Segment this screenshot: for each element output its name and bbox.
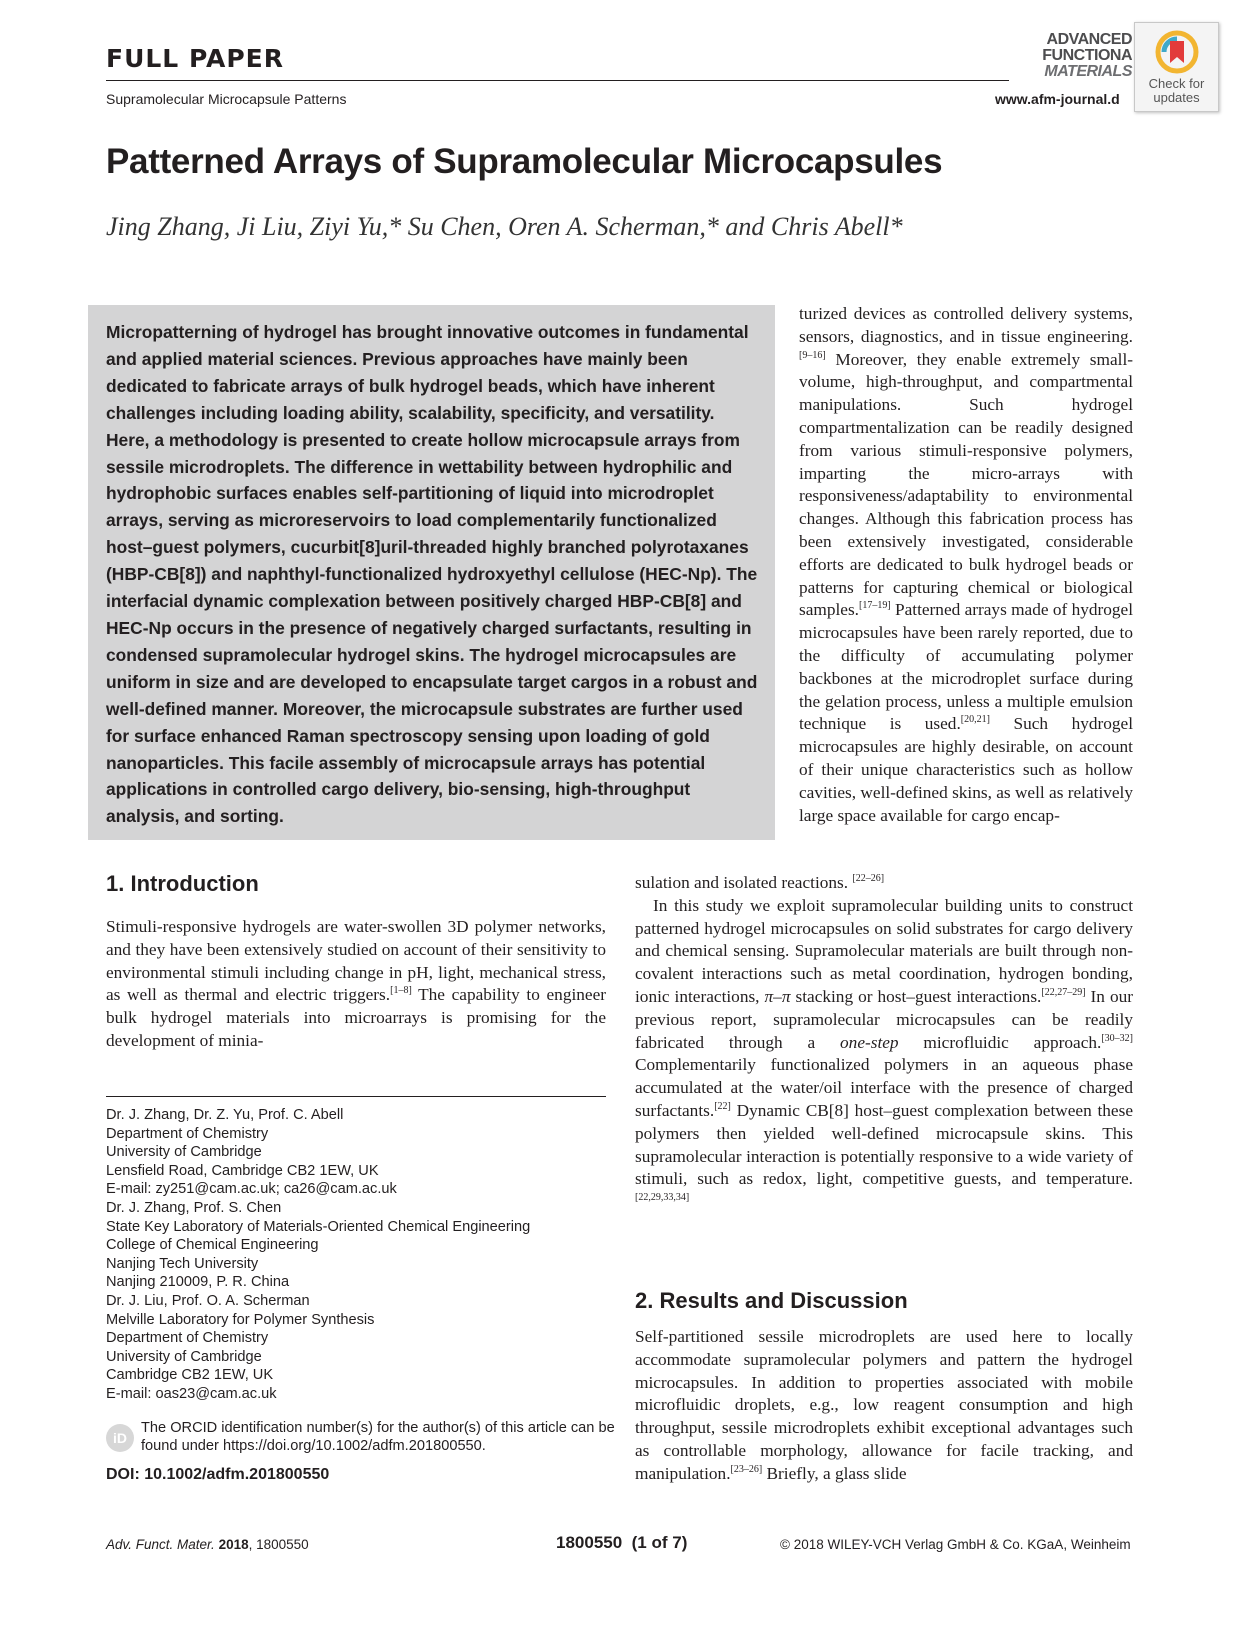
affiliation-line: Department of Chemistry	[106, 1330, 269, 1347]
text-run: Moreover, they enable extremely small-volume, high-throughput, and compartmental manipulations. Such hydrogel compartmentalization can be readily designed from various stimuli-responsive polymers, imparting the micro-arrays with responsiveness/adaptability to environmental changes. Although this fabrication process has been extensively investigated, considerable efforts are dedicated to bulk hydrogel beads or patterns for capturing chemical or biological samples.	[799, 349, 1133, 620]
affiliations	[106, 1106, 626, 1404]
check-for-updates-badge[interactable]	[1134, 22, 1219, 112]
citation[interactable]: [22–26]	[852, 873, 885, 885]
journal-logo	[1010, 32, 1132, 80]
footer-year: 2018	[218, 1537, 249, 1552]
doi[interactable]: DOI: 10.1002/adfm.201800550	[106, 1466, 330, 1483]
text-run: π–π	[764, 986, 791, 1006]
text-run: In this study we exploit supramolecular building units to construct patterned hydrogel microcapsules on solid substrates for cargo delivery and chemical sensing. Supramolecular materials are built through non-covalent interactions such as metal coordination, hydrogen bonding, ionic interactions,	[635, 895, 1133, 1006]
affiliation-block	[106, 1106, 626, 1199]
affiliation-line: Nanjing 210009, P. R. China	[106, 1274, 290, 1291]
text-run: Self-partitioned sessile microdroplets are used here to locally accommodate supramolecular polymers and pattern the hydrogel microcapsules. In addition to properties associated with mobile microfluidic droplets, e.g., low reagent consumption and high throughput, sessile microdroplets exhibit exceptional advantages such as controllable morphology, allowance for facile tracking, and manipulation.	[635, 1327, 1133, 1483]
text-run: one-step	[840, 1032, 899, 1052]
text-run: Dynamic CB[8] host–guest complexation between these polymers then yielded well-defined microcapsule skins. This supramolecular interaction is potentially responsive to a wide variety of stimuli, such as redox, light, competitive guests, and temperature.	[635, 1100, 1133, 1189]
section-heading-introduction: 1. Introduction	[106, 871, 259, 896]
bookmark-ring-icon	[1154, 29, 1200, 75]
affiliation-line: Lensfield Road, Cambridge CB2 1EW, UK	[106, 1162, 379, 1179]
text-run: Patterned arrays made of hydrogel microcapsules have been rarely reported, due to the difficulty of accumulating polymer backbones at the microdroplet surface during the gelation process, unless a multiple emulsion technique is used.	[799, 600, 1133, 734]
text-run: stacking or host–guest interactions.	[790, 986, 1042, 1006]
affiliation-line: State Key Laboratory of Materials-Oriented Chemical Engineering	[106, 1218, 531, 1235]
paragraph	[635, 895, 1133, 1214]
affiliation-line: Department of Chemistry	[106, 1125, 269, 1142]
text-run: Such hydrogel microcapsules are highly desirable, on account of their unique characteristics such as hollow cavities, well-defined skins, as well as relatively large space available for cargo encap-	[799, 714, 1133, 825]
citation[interactable]: [17–19]	[859, 600, 891, 612]
footer-journal: Adv. Funct. Mater.	[106, 1537, 215, 1552]
article-type: FULL PAPER	[106, 44, 284, 73]
right-column-top	[799, 303, 1133, 827]
affiliation-line: Dr. J. Liu, Prof. O. A. Scherman	[106, 1292, 310, 1309]
affiliation-rule	[106, 1096, 606, 1097]
text-run: The capability to engineer bulk hydrogel materials into microarrays is promising for the development of minia-	[106, 985, 606, 1050]
affiliation-line: Melville Laboratory for Polymer Synthesis	[106, 1311, 375, 1328]
orcid-note[interactable]: The ORCID identification number(s) for the author(s) of this article can be found under https://doi.org/10.1002/adfm.201800550.	[141, 1420, 615, 1455]
logo-line-2: FUNCTIONA	[1042, 47, 1132, 64]
header-rule	[106, 80, 1009, 81]
introduction-paragraph	[106, 916, 606, 1053]
text-run: In our previous report, supramolecular microcapsules can be readily fabricated through a	[635, 986, 1133, 1052]
check-for-updates-label: Check for updates	[1148, 76, 1205, 105]
abstract-text: Micropatterning of hydrogel has brought innovative outcomes in fundamental and applied material sciences. Previous approaches have mainly been dedicated to fabricate arrays of bulk hydrogel beads, which have inherent challenges including loading ability, scalability, specificity, and versatility. Here, a methodology is presented to create hollow microcapsule arrays from sessile microdroplets. The difference in wettability between hydrophilic and hydrophobic surfaces enables self-partitioning of liquid into microdroplet arrays, serving as microreservoirs to load complementarily functionalized host–guest polymers, cucurbit[8]uril-threaded highly branched polyrotaxanes (HBP-CB[8]) and naphthyl-functionalized hydroxyethyl cellulose (HEC-Np). The interfacial dynamic complexation between positively charged HBP-CB[8] and HEC-Np occurs in the presence of negatively charged surfactants, resulting in condensed supramolecular hydrogel skins. The hydrogel microcapsules are uniform in size and are developed to encapsulate target cargos in a robust and well-defined manner. Moreover, the microcapsule substrates are further used for surface enhanced Raman spectroscopy sensing upon loading of gold nanoparticles. This facile assembly of microcapsule arrays has potential applications in controlled cargo delivery, bio-sensing, high-throughput analysis, and sorting.	[106, 322, 758, 827]
citation[interactable]: [9–16]	[799, 349, 826, 361]
citation[interactable]: [22]	[714, 1101, 731, 1113]
affiliation-line: Dr. J. Zhang, Dr. Z. Yu, Prof. C. Abell	[106, 1107, 344, 1123]
author-list: Jing Zhang, Ji Liu, Ziyi Yu,* Su Chen, Oren A. Scherman,* and Chris Abell*	[106, 212, 903, 241]
citation[interactable]: [20,21]	[960, 714, 990, 726]
text-run: Briefly, a glass slide	[762, 1463, 907, 1483]
journal-url[interactable]: www.afm-journal.d	[995, 91, 1120, 107]
section-heading-results: 2. Results and Discussion	[635, 1288, 908, 1313]
citation[interactable]: [30–32]	[1101, 1032, 1133, 1044]
footer-citation	[106, 1537, 309, 1552]
copyright: © 2018 WILEY-VCH Verlag GmbH & Co. KGaA, Weinheim	[780, 1537, 1131, 1552]
affiliation-line: Dr. J. Zhang, Prof. S. Chen	[106, 1199, 282, 1216]
logo-line-3: MATERIALS	[1044, 63, 1132, 80]
text-run: microfluidic approach.	[898, 1032, 1102, 1052]
affiliation-line: College of Chemical Engineering	[106, 1237, 319, 1254]
paper-title: Patterned Arrays of Supramolecular Microcapsules	[106, 142, 943, 181]
affiliation-block	[106, 1199, 626, 1292]
results-paragraph	[635, 1326, 1133, 1486]
affiliation-line: University of Cambridge	[106, 1144, 262, 1161]
affiliation-email[interactable]: E-mail: zy251@cam.ac.uk; ca26@cam.ac.uk	[106, 1181, 397, 1198]
footer-article-number: , 1800550	[248, 1537, 309, 1552]
affiliation-line: Nanjing Tech University	[106, 1255, 259, 1272]
page-number: 1800550 (1 of 7)	[556, 1533, 688, 1552]
right-column-main	[635, 872, 1133, 1214]
affiliation-email[interactable]: E-mail: oas23@cam.ac.uk	[106, 1385, 277, 1402]
text-run: sulation and isolated reactions.	[635, 873, 853, 892]
affiliation-line: University of Cambridge	[106, 1348, 262, 1365]
continued-line	[635, 872, 1133, 895]
orcid-icon: iD	[106, 1424, 134, 1452]
affiliation-line: Cambridge CB2 1EW, UK	[106, 1367, 274, 1384]
text-run: Complementarily functionalized polymers in an aqueous phase accumulated at the water/oil interface with the presence of charged surfactants.	[635, 1055, 1133, 1120]
logo-line-1: ADVANCED	[1046, 31, 1132, 48]
citation[interactable]: [22,27–29]	[1041, 987, 1086, 999]
text-run: turized devices as controlled delivery systems, sensors, diagnostics, and in tissue engineering.	[799, 304, 1133, 346]
section-label: Supramolecular Microcapsule Patterns	[106, 91, 347, 107]
text-run: Stimuli-responsive hydrogels are water-swollen 3D polymer networks, and they have been extensively studied on account of their sensitivity to environmental stimuli including change in pH, light, mechanical stress, as well as thermal and electric triggers.	[106, 917, 606, 1005]
citation[interactable]: [22,29,33,34]	[635, 1192, 690, 1204]
affiliation-block	[106, 1292, 626, 1404]
citation[interactable]: [23–26]	[730, 1464, 763, 1476]
citation[interactable]: [1–8]	[390, 985, 412, 997]
